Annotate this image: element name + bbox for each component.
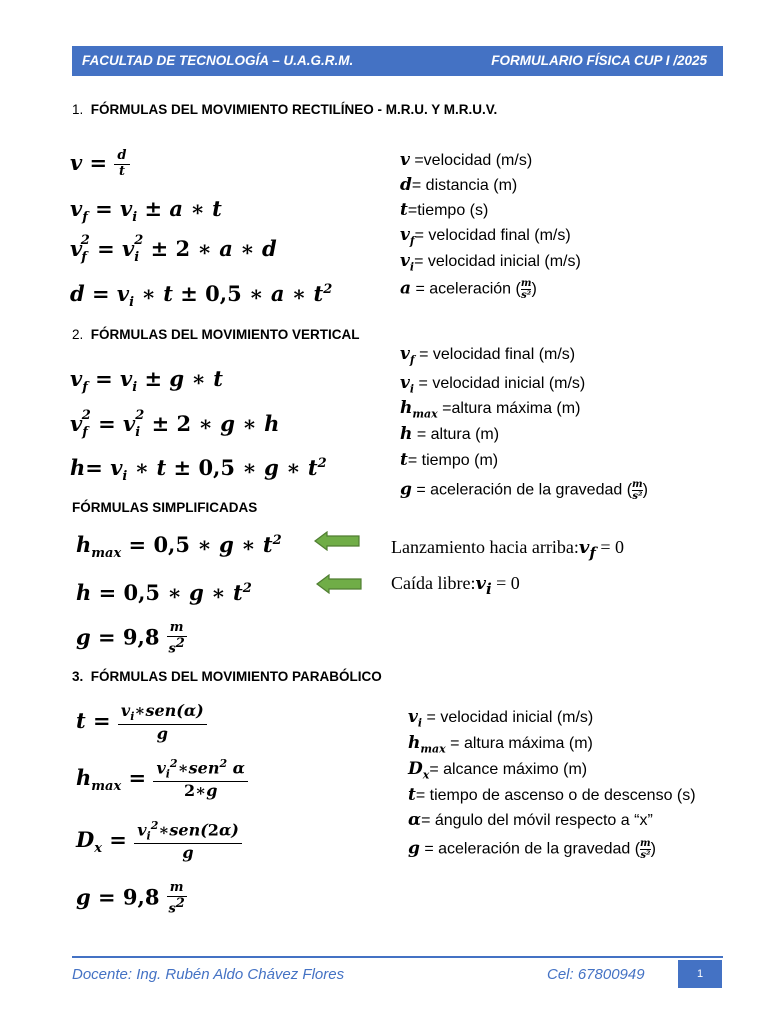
formula-vertical-velocity-squared: $v_f^2 = v_i^2 \pm 2$ ∗ g ∗ h xyxy=(70,408,280,441)
def-distance: d= distancia (m) xyxy=(400,175,518,195)
def-v-initial-vertical: $v_i$ = velocidad inicial (m/s) xyxy=(400,373,586,396)
formula-gravity-value-parabolic: g = 9,8 $\frac{m}{s^2}$ xyxy=(76,880,185,917)
note-upward-launch: Lanzamiento hacia $arriba:v_f = 0$ xyxy=(391,537,624,562)
section-3-title: 3. FÓRMULAS DEL MOVIMIENTO PARABÓLICO xyxy=(72,669,382,684)
header-institution: FACULTAD DE TECNOLOGÍA – U.A.G.R.M. xyxy=(82,53,354,68)
formula-vertical-final-velocity: $v_f = v_i \pm g$ ∗ t xyxy=(70,366,223,396)
formula-distance: $d = v_i$ ∗ t ± 0,5 ∗ a ∗ $t^2$ xyxy=(70,281,333,311)
def-angle: α= ángulo del móvil respecto a “x” xyxy=(408,810,653,830)
formula-max-height: $h_{max} = 0,5$ ∗ g ∗ $t^2$ xyxy=(76,532,282,562)
def-v-final-vertical: $v_f$ = velocidad final (m/s) xyxy=(400,344,576,367)
left-arrow-icon xyxy=(314,531,360,551)
unit-m-per-s2: $\frac{m}{\text{s²}}$ xyxy=(640,838,651,861)
def-gravity-parabolic: g = aceleración de la gravedad ( $\frac{m}{\text{s²}}$ ) xyxy=(408,838,656,861)
left-arrow-icon xyxy=(316,574,362,594)
section-1-title: 1. FÓRMULAS DEL MOVIMIENTO RECTILÍNEO - M.R.U. Y M.R.U.V. xyxy=(72,102,498,117)
formula-max-height-parabolic: $h_{max}$ = $\frac{v_i^2∗sen^2 \alpha}{2∗g}$ xyxy=(76,758,248,801)
def-initial-velocity: $v_i=$ velocidad inicial (m/s) xyxy=(400,251,581,274)
formula-velocity-squared: $v_f^2 = v_i^2 \pm 2$ ∗ a ∗ d xyxy=(70,233,277,266)
def-v-initial-parabolic: $v_i$ = velocidad inicial (m/s) xyxy=(408,707,594,730)
def-time-parabolic: t= tiempo de ascenso o de descenso (s) xyxy=(408,785,696,805)
formula-max-range: $D_x$ = $\frac{v_i^2∗sen(2\alpha)}{g}$ xyxy=(76,820,242,863)
unit-m-per-s2: $\frac{m}{\text{s²}}$ xyxy=(520,278,532,301)
formula-velocity: v = $\frac{d}{t}$ xyxy=(70,149,130,180)
def-final-velocity: $v_f=$ velocidad final (m/s) xyxy=(400,225,571,248)
section-2-title: 2. FÓRMULAS DEL MOVIMIENTO VERTICAL xyxy=(72,327,360,342)
footer-teacher: Docente: Ing. Rubén Aldo Chávez Flores xyxy=(72,966,345,983)
def-acceleration: a = aceleración ( $\frac{m}{\text{s²}}$ ) xyxy=(400,278,537,301)
header-document-title: FORMULARIO FÍSICA CUP I /2025 xyxy=(491,53,707,68)
def-gravity: g = aceleración de la gravedad ( $\frac{m}{\text{s²}}$ ) xyxy=(400,479,648,502)
def-velocity: v =velocidad (m/s) xyxy=(400,150,533,170)
formula-free-fall-height: h = 0,5 ∗ g ∗ $t^2$ xyxy=(76,580,252,605)
formula-final-velocity: $v_f = v_i \pm a$ ∗ t xyxy=(70,196,222,226)
formula-time-parabolic: t = $\frac{v_i∗sen(\alpha)}{g}$ xyxy=(76,702,207,743)
page-header xyxy=(72,46,723,76)
note-free-fall: Caída $libre:v_i = 0$ xyxy=(391,573,520,598)
def-time-vertical: t= tiempo (m) xyxy=(400,450,499,470)
footer-phone: Cel: 67800949 xyxy=(547,966,645,983)
formula-height: $h= v_i$ ∗ t ± 0,5 ∗ g ∗ $t^2$ xyxy=(70,455,327,485)
def-max-height: $h_{max}$ =altura máxima (m) xyxy=(400,398,581,421)
def-max-height-parabolic: $h_{max}$ = altura máxima (m) xyxy=(408,733,593,756)
def-max-range: $D_x=$ alcance máximo (m) xyxy=(408,759,588,782)
def-time: t=tiempo (s) xyxy=(400,200,489,220)
footer-divider xyxy=(72,956,723,958)
unit-m-per-s2: $\frac{m}{\text{s²}}$ xyxy=(632,479,643,502)
def-height: h = altura (m) xyxy=(400,424,500,444)
formula-gravity-value: g = 9,8 $\frac{m}{s^2}$ xyxy=(76,620,185,657)
simplified-formulas-title: FÓRMULAS SIMPLIFICADAS xyxy=(72,500,258,515)
page-number: 1 xyxy=(678,960,722,988)
